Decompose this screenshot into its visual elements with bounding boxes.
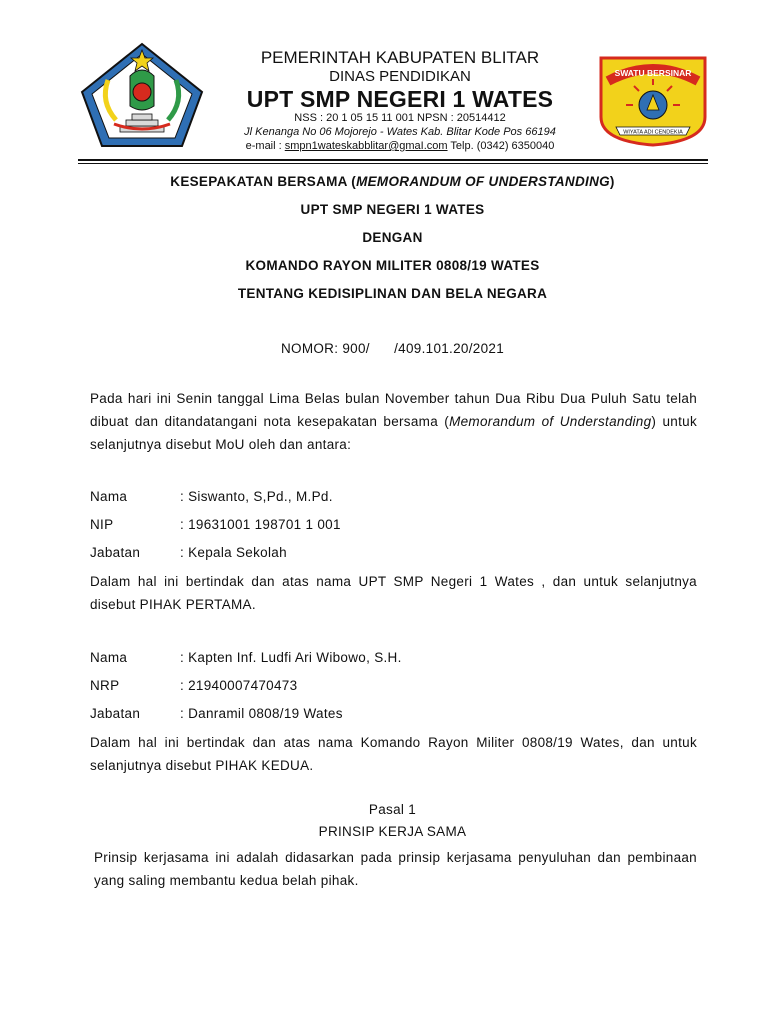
document-title: KESEPAKATAN BERSAMA (MEMORANDUM OF UNDERSTANDING) [170,174,615,189]
title-first-party: UPT SMP NEGERI 1 WATES [300,202,485,217]
title-with: DENGAN [362,230,423,245]
title-second-party: KOMANDO RAYON MILITER 0808/19 WATES [245,258,540,273]
kabupaten-blitar-emblem [78,40,206,150]
party1-name-row: Nama : Siswanto, S,Pd., M.Pd. [90,489,333,504]
opening-paragraph: Pada hari ini Senin tanggal Lima Belas bulan November tahun Dua Ribu Dua Puluh Satu telah dibuat dan ditandatangani nota kesepakatan bersama (Memorandum of Understanding) untuk selanjutnya disebut MoU oleh dan antara: [90,391,697,452]
letterhead-divider-thin [78,163,708,164]
letterhead-address: Jl Kenanga No 06 Mojorejo - Wates Kab. Blitar Kode Pos 66194 [244,126,556,138]
badge-ribbon-text: WIYATA ADI CENDEKIA [623,129,683,136]
document-number: NOMOR: 900/ /409.101.20/2021 [280,341,505,356]
article-number: Pasal 1 [368,802,417,817]
party2-position-row: Jabatan : Danramil 0808/19 Wates [90,706,343,721]
badge-motto-text: SWATU BERSINAR [614,68,692,78]
phone-number: Telp. (0342) 6350040 [450,140,555,152]
party2-id-row: NRP : 21940007470473 [90,678,298,693]
party2-name-row: Nama : Kapten Inf. Ludfi Ari Wibowo, S.H. [90,650,402,665]
school-badge-logo [598,55,708,147]
title-subject: TENTANG KEDISIPLINAN DAN BELA NEGARA [237,286,548,301]
letterhead-nss-npsn: NSS : 20 1 05 15 11 001 NPSN : 20514412 [294,112,506,124]
letterhead-contact [210,140,590,152]
article-text: Prinsip kerjasama ini adalah didasarkan pada prinsip kerjasama penyuluhan dan pembinaan yang saling membantu kedua belah pihak. [94,850,697,888]
party1-statement: Dalam hal ini bertindak dan atas nama UPT SMP Negeri 1 Wates , dan untuk selanjutnya disebut PIHAK PERTAMA. [90,574,697,612]
party1-position-row: Jabatan : Kepala Sekolah [90,545,287,560]
party2-statement: Dalam hal ini bertindak dan atas nama Komando Rayon Militer 0808/19 Wates, dan untuk selanjutnya disebut PIHAK KEDUA. [90,735,697,773]
letterhead-school-name: UPT SMP NEGERI 1 WATES [246,86,554,112]
email-link[interactable]: smpn1wateskabblitar@gmaI.com [284,140,448,152]
letterhead-department: DINAS PENDIDIKAN [329,68,471,85]
article-heading: PRINSIP KERJA SAMA [318,824,467,839]
letterhead-government: PEMERINTAH KABUPATEN BLITAR [260,48,540,67]
party1-id-row: NIP : 19631001 198701 1 001 [90,517,341,532]
email-label: e-mail : [245,140,282,152]
letterhead-divider [78,159,708,161]
